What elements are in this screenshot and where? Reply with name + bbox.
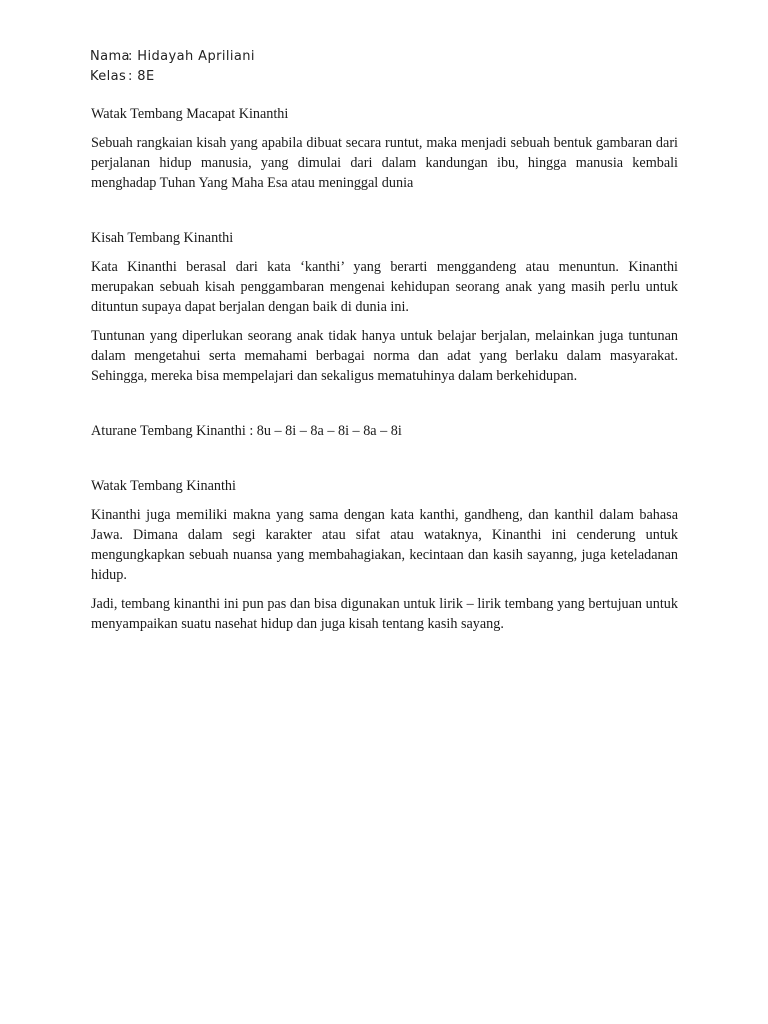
paragraph-watak-kinanthi-1: Kinanthi juga memiliki makna yang sama dengan kata kanthi, gandheng, dan kanthil dalam bahasa Jawa. Dimana dalam segi karakter atau sifat atau wataknya, Kinanthi ini cenderung untuk mengungkapkan sebuah nuansa yang membahagiakan, kecintaan dan kasih sayanng, juga keteladanan hidup. <box>91 507 678 583</box>
section-heading-watak-kinanthi: Watak Tembang Kinanthi <box>91 478 236 494</box>
paragraph-watak-macapat: Sebuah rangkaian kisah yang apabila dibuat secara runtut, maka menjadi sebuah bentuk gambaran dari perjalanan hidup manusia, yang dimulai dari dalam kandungan ibu, hingga manusia kembali menghadap Tuhan Yang Maha Esa atau meninggal dunia <box>91 135 678 191</box>
section-spacer <box>91 202 678 228</box>
class-value: : 8E <box>128 69 155 84</box>
class-row <box>90 67 255 87</box>
section-heading-watak-macapat: Watak Tembang Macapat Kinanthi <box>91 106 289 122</box>
student-info <box>90 47 255 87</box>
paragraph-watak-kinanthi-2: Jadi, tembang kinanthi ini pun pas dan bisa digunakan untuk lirik – lirik tembang yang bertujuan untuk menyampaikan suatu nasehat hidup dan juga kisah tentang kasih sayang. <box>91 596 678 632</box>
paragraph-kisah-1: Kata Kinanthi berasal dari kata ‘kanthi’ yang berarti menggandeng atau menuntun. Kinanthi merupakan sebuah kisah penggambaran mengenai kehidupan seorang anak yang masih perlu untuk dituntun supaya dapat berjalan dengan baik di dunia ini. <box>91 259 678 315</box>
name-row <box>90 47 255 67</box>
paragraph-kisah-2: Tuntunan yang diperlukan seorang anak tidak hanya untuk belajar berjalan, melainkan juga tuntunan dalam mengetahui serta memahami berbagai norma dan adat yang berlaku dalam masyarakat. Sehingga, mereka bisa mempelajari dan sekaligus mematuhinya dalam berkehidupan. <box>91 328 678 384</box>
name-value: : Hidayah Apriliani <box>128 49 255 64</box>
document-body <box>91 104 678 643</box>
section-spacer <box>91 450 678 476</box>
section-spacer <box>91 395 678 421</box>
section-heading-kisah: Kisah Tembang Kinanthi <box>91 230 234 246</box>
name-label: Nama <box>90 49 130 64</box>
section-heading-aturane: Aturane Tembang Kinanthi : 8u – 8i – 8a – 8i – 8a – 8i <box>91 423 402 439</box>
class-label: Kelas <box>90 69 127 84</box>
